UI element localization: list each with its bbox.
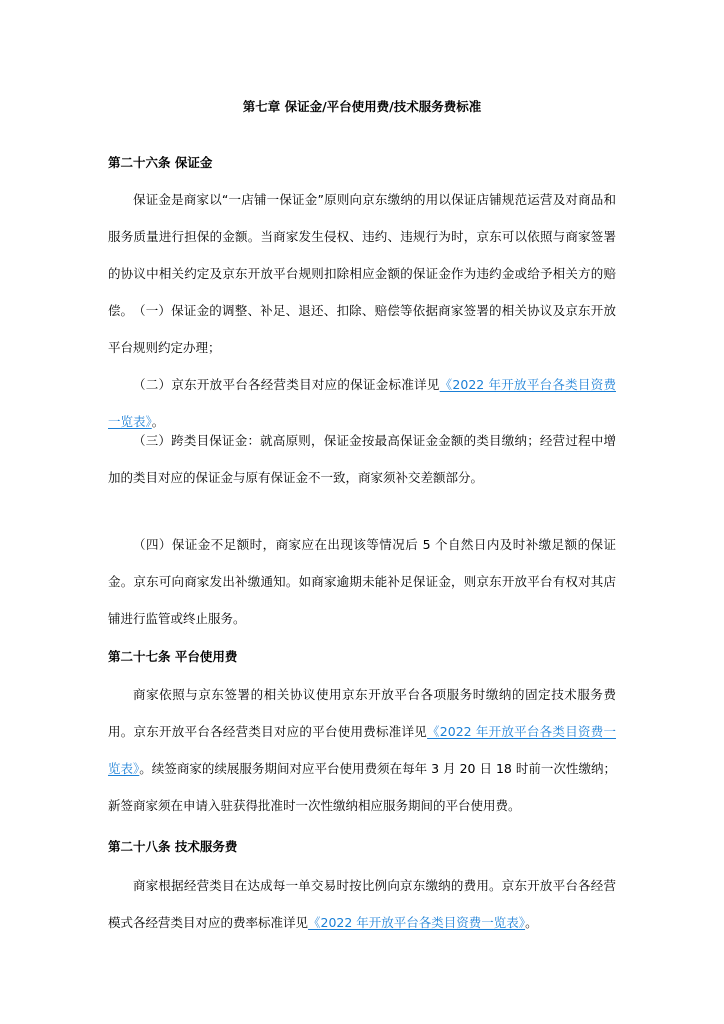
article-27-text	[108, 676, 616, 824]
article-26-intro: 保证金是商家以“一店铺一保证金”原则向京东缴纳的用以保证店铺规范运营及对商品和服务质量进行担保的金额。当商家发生侵权、违约、违规行为时，京东可以依照与商家签署的协议中相关约定及京东开放平台规则扣除相应金额的保证金作为违约金或给予相关方的赔偿。	[108, 192, 616, 318]
article-26-title: 第二十六条 保证金	[108, 155, 213, 170]
article-26-item-2-text: （二）京东开放平台各经营类目对应的保证金标准详见	[133, 377, 440, 392]
article-26-item-1: （一）保证金的调整、补足、退还、扣除、赔偿等依据商家签署的相关协议及京东开放平台规则约定办理；	[108, 303, 616, 355]
article-28-text-end: 。	[525, 915, 538, 930]
article-27-text-end: 。续签商家的续展服务期间对应平台使用费须在每年 3 月 20 日 18 时前一次性缴纳；新签商家须在申请入驻获得批准时一次性缴纳相应服务期间的平台使用费。	[108, 761, 616, 813]
article-26-item-2-end: 。	[151, 414, 165, 429]
fee-table-link[interactable]: 《2022 年开放平台各类目资费一览表》	[108, 724, 616, 776]
article-26-item-4: （四）保证金不足额时，商家应在出现该等情况后 5 个自然日内及时补缴足额的保证金。京东可向商家发出补缴通知。如商家逾期未能补足保证金，则京东开放平台有权对其店铺进行监管或终止服务。	[108, 537, 616, 626]
article-28-text-start: 商家根据经营类目在达成每一单交易时按比例向京东缴纳的费用。京东开放平台各经营模式各经营类目对应的费率标准详见	[108, 878, 616, 930]
article-28-title: 第二十八条 技术服务费	[108, 839, 238, 854]
fee-table-link[interactable]: 《2022 年开放平台各类目资费一览表》	[308, 915, 526, 930]
fee-table-link[interactable]: 《2022 年开放平台各类目资费一览表》	[108, 377, 616, 429]
article-27-text-start: 商家依照与京东签署的相关协议使用京东开放平台各项服务时缴纳的固定技术服务费用。京东开放平台各经营类目对应的平台使用费标准详见	[108, 687, 616, 739]
article-26-item-3: （三）跨类目保证金：就高原则，保证金按最高保证金金额的类目缴纳；经营过程中增加的类目对应的保证金与原有保证金不一致，商家须补交差额部分。	[108, 433, 616, 485]
article-27-title: 第二十七条 平台使用费	[108, 649, 238, 664]
article-28-text	[108, 867, 616, 941]
chapter-title: 第七章 保证金/平台使用费/技术服务费标准	[242, 99, 482, 114]
